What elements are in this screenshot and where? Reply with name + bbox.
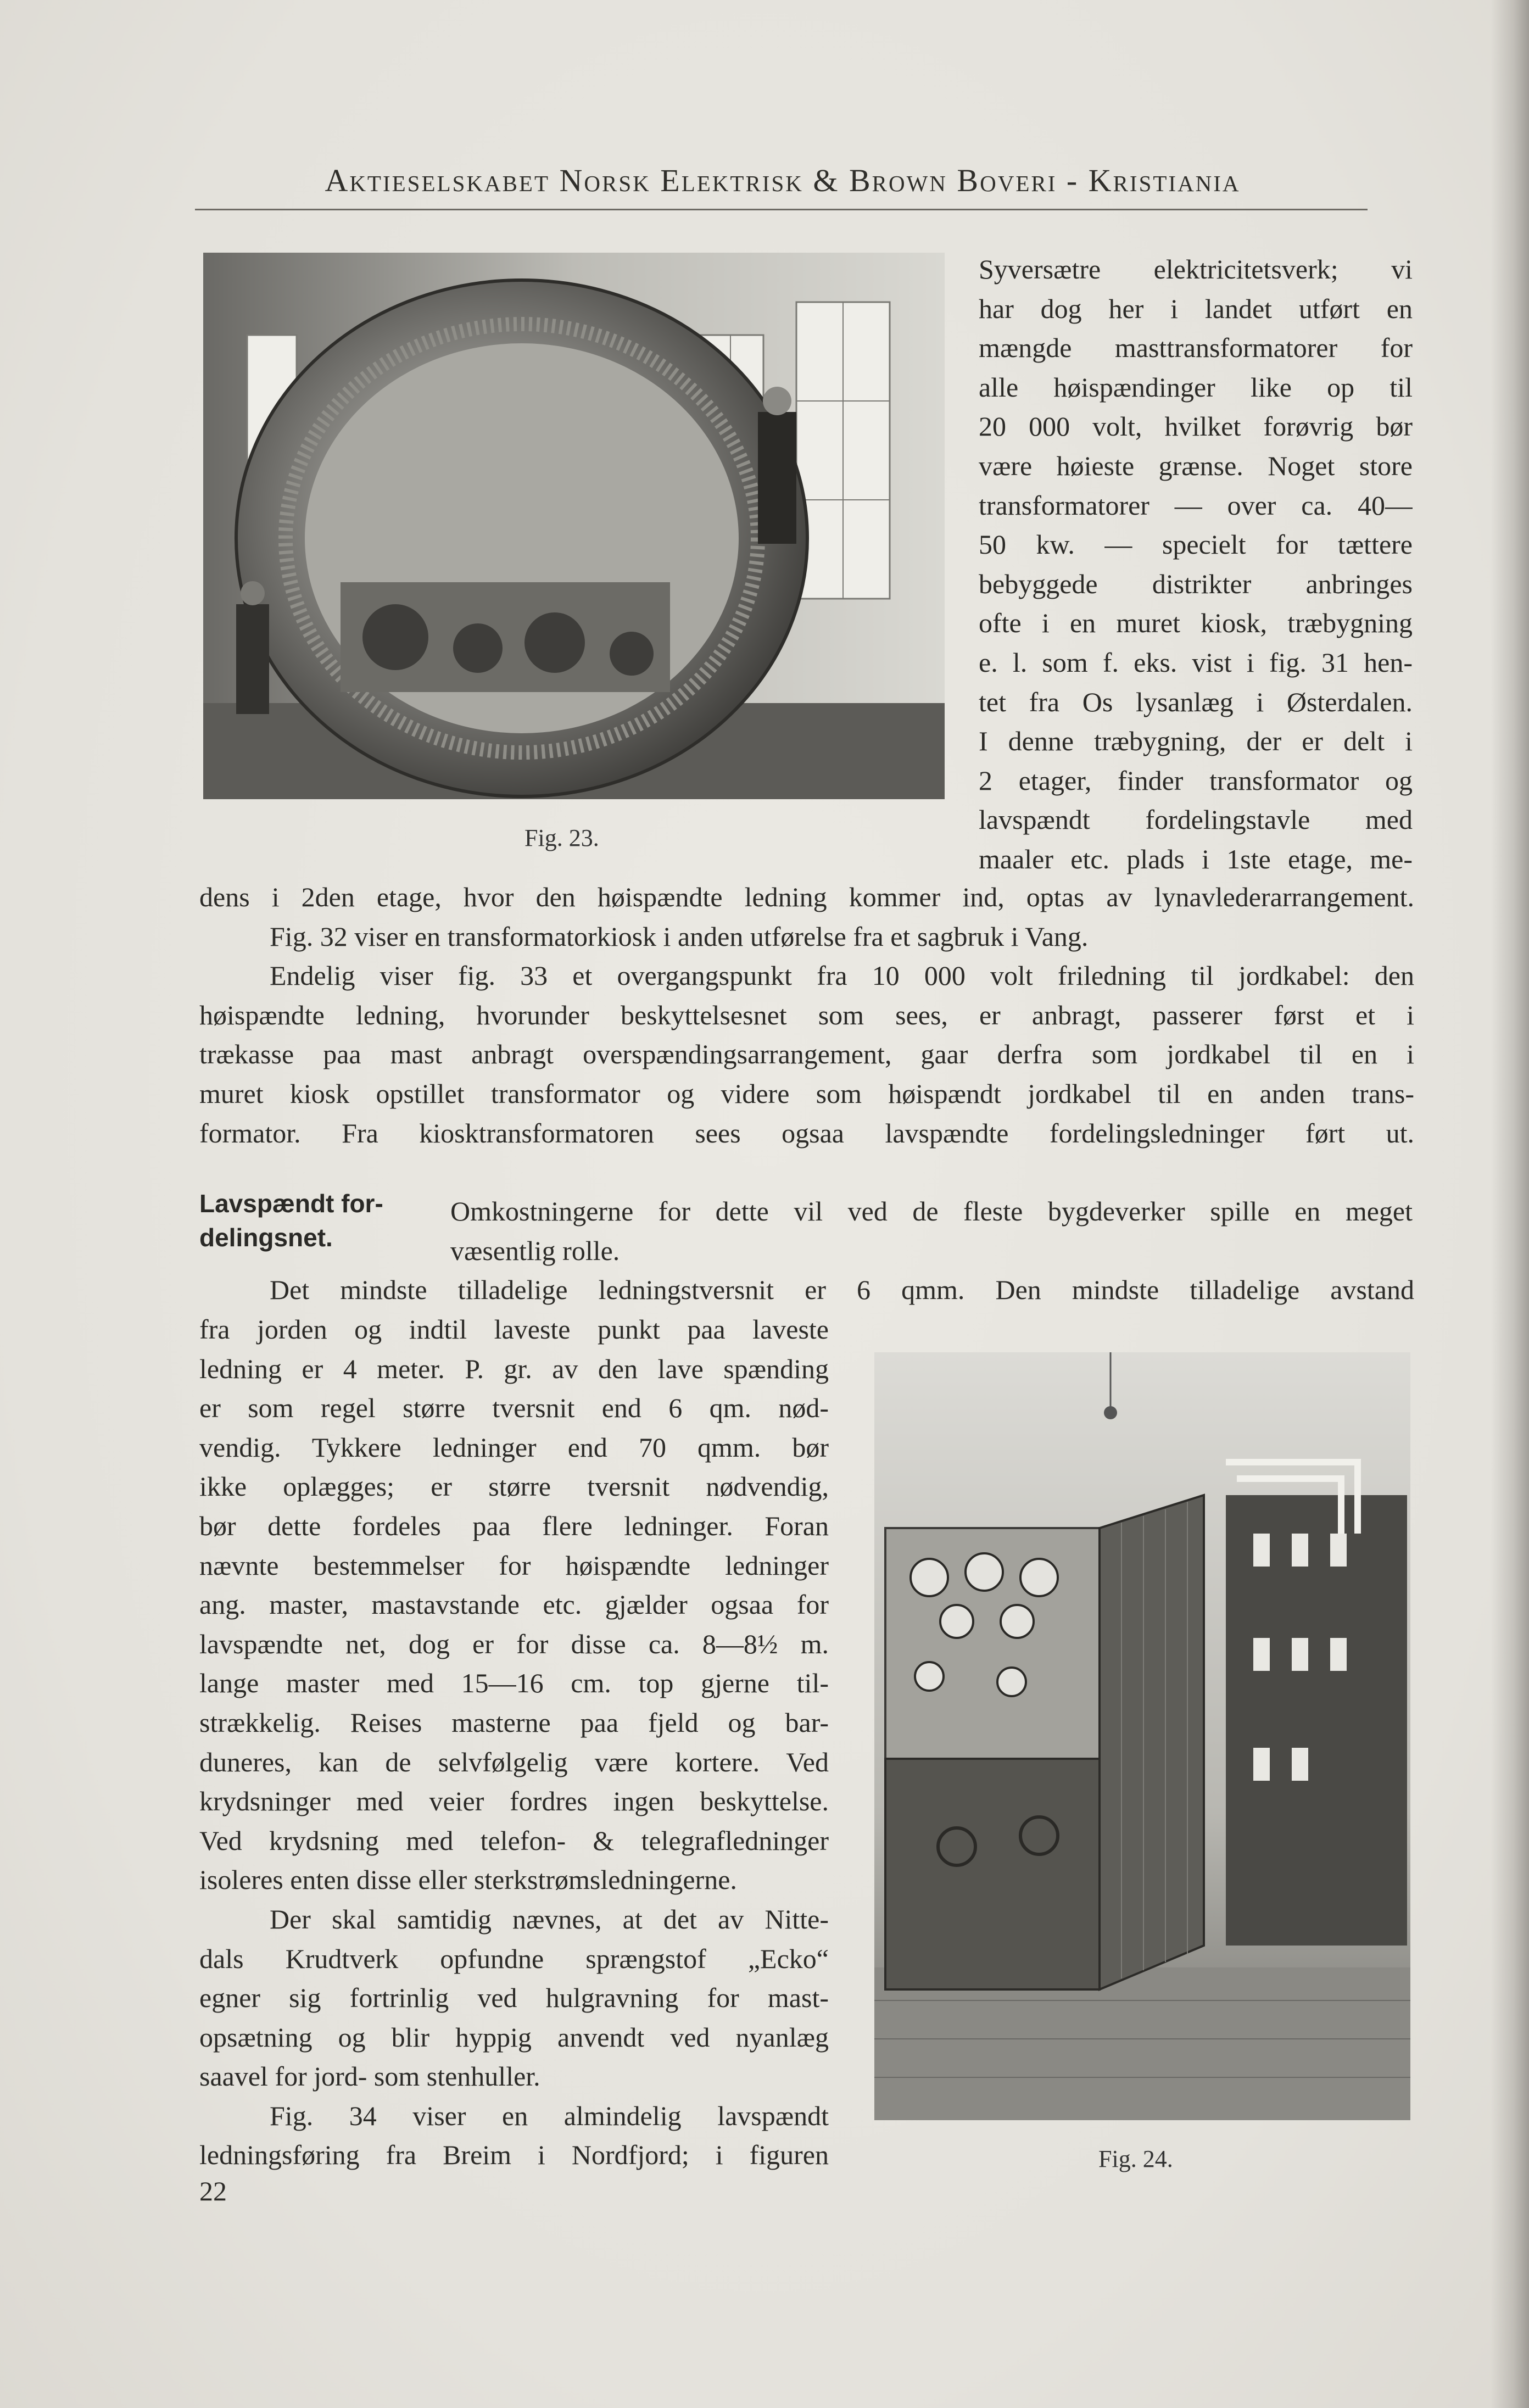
figure-24-caption: Fig. 24. bbox=[1098, 2145, 1173, 2172]
section-heading bbox=[199, 1186, 441, 1255]
text-line: e. l. som f. eks. vist i fig. 31 hen- bbox=[979, 646, 1413, 678]
text-line: Det mindste tilladelige ledningstversnit er 6 qmm. Den mindste tilladelige avstand bbox=[270, 1274, 1414, 1305]
text-line: lavspændt fordelingstavle med bbox=[979, 804, 1413, 835]
text-line: Der skal samtidig nævnes, at det av Nitte- bbox=[270, 1903, 829, 1935]
text-line: lavspændte net, dog er for disse ca. 8—8½ m. bbox=[199, 1628, 829, 1659]
text-line: transformatorer — over ca. 40— bbox=[979, 489, 1413, 521]
text-line: 2 etager, finder transformator og bbox=[979, 765, 1413, 796]
text-line: bør dette fordeles paa flere ledninger. Foran bbox=[199, 1510, 829, 1541]
text-line: isoleres enten disse eller sterkstrømsledningerne. bbox=[199, 1864, 737, 1896]
text-line: tet fra Os lysanlæg i Østerdalen. bbox=[979, 686, 1413, 717]
text-line: Fig. 34 viser en almindelig lavspændt bbox=[270, 2100, 829, 2131]
left-column-text bbox=[199, 1310, 829, 2175]
section-intro bbox=[450, 1192, 1413, 1270]
text-line: høispændte ledning, hvorunder beskyttelsesnet som sees, er anbragt, passerer først et i bbox=[199, 999, 1414, 1030]
text-line: mængde masttransformatorer for bbox=[979, 332, 1413, 364]
text-line: ang. master, mastavstande etc. gjælder ogsaa for bbox=[199, 1589, 829, 1620]
text-line: Syversætre elektricitetsverk; vi bbox=[979, 254, 1413, 285]
text-line: ledningsføring fra Breim i Nordfjord; i figuren bbox=[199, 2139, 829, 2171]
right-column-text bbox=[979, 250, 1413, 879]
text-line: er som regel større tversnit end 6 qm. nød- bbox=[199, 1392, 829, 1424]
text-line: ofte i en muret kiosk, træbygning bbox=[979, 607, 1413, 639]
text-line: saavel for jord- som stenhuller. bbox=[199, 2061, 540, 2092]
text-line: strækkelig. Reises masterne paa fjeld og bar- bbox=[199, 1707, 829, 1738]
text-line: har dog her i landet utført en bbox=[979, 293, 1413, 324]
text-line: opsætning og blir hyppig anvendt ved nyanlæg bbox=[199, 2021, 829, 2053]
text-line: Fig. 32 viser en transformatorkiosk i anden utførelse fra et sagbruk i Vang. bbox=[270, 921, 1089, 952]
text-line: væsentlig rolle. bbox=[450, 1235, 620, 1266]
page-edge-shadow bbox=[1491, 0, 1529, 2408]
text-line: Endelig viser fig. 33 et overgangspunkt fra 10 000 volt friledning til jordkabel: den bbox=[270, 960, 1414, 991]
figure-24-photo bbox=[874, 1352, 1410, 2120]
text-line: Ved krydsning med telefon- & telegrafledninger bbox=[199, 1825, 829, 1856]
text-line: Omkostningerne for dette vil ved de fleste bygdeverker spille en meget bbox=[450, 1196, 1413, 1227]
full-width-line bbox=[199, 1270, 1414, 1310]
text-line: formator. Fra kiosktransformatoren sees ogsaa lavspændte fordelingsledninger ført ut. bbox=[199, 1117, 1414, 1149]
text-line: duneres, kan de selvfølgelig være kortere. Ved bbox=[199, 1746, 829, 1777]
text-line: I denne træbygning, der er delt i bbox=[979, 726, 1413, 757]
figure-23-photo bbox=[203, 253, 945, 799]
full-width-paragraphs bbox=[199, 878, 1414, 1153]
header-rule bbox=[195, 209, 1368, 210]
text-line: ikke oplægges; er større tversnit nødvendig, bbox=[199, 1471, 829, 1502]
text-line: nævnte bestemmelser for høispændte ledninger bbox=[199, 1549, 829, 1581]
text-line: ledning er 4 meter. P. gr. av den lave spænding bbox=[199, 1353, 829, 1384]
text-line: egner sig fortrinlig ved hulgravning for mast- bbox=[199, 1982, 829, 2014]
text-line: trækasse paa mast anbragt overspændingsarrangement, gaar derfra som jordkabel til en i bbox=[199, 1039, 1414, 1070]
text-line: 20 000 volt, hvilket forøvrig bør bbox=[979, 411, 1413, 442]
text-line: bebyggede distrikter anbringes bbox=[979, 568, 1413, 599]
text-line: være høieste grænse. Noget store bbox=[979, 450, 1413, 481]
text-line: alle høispændinger like op til bbox=[979, 371, 1413, 403]
text-line: vendig. Tykkere ledninger end 70 qmm. bør bbox=[199, 1431, 829, 1463]
text-line: fra jorden og indtil laveste punkt paa laveste bbox=[199, 1314, 829, 1345]
running-head: Aktieselskabet Norsk Elektrisk & Brown Boveri - Kristiania bbox=[325, 163, 1241, 198]
text-line: 50 kw. — specielt for tættere bbox=[979, 529, 1413, 560]
text-line: muret kiosk opstillet transformator og videre som høispændt jordkabel til en anden trans- bbox=[199, 1078, 1414, 1109]
page-number: 22 bbox=[199, 2176, 227, 2206]
text-line: lange master med 15—16 cm. top gjerne til- bbox=[199, 1668, 829, 1699]
figure-23-caption: Fig. 23. bbox=[524, 824, 599, 851]
text-line: krydsninger med veier fordres ingen beskyttelse. bbox=[199, 1786, 829, 1817]
text-line: dens i 2den etage, hvor den høispændte ledning kommer ind, optas av lynavlederarrangement. bbox=[199, 882, 1414, 912]
section-heading-line: Lavspændt for- bbox=[199, 1189, 383, 1218]
text-line: dals Krudtverk opfundne sprængstof „Ecko“ bbox=[199, 1943, 829, 1974]
section-heading-line: delingsnet. bbox=[199, 1223, 333, 1252]
text-line: maaler etc. plads i 1ste etage, me- bbox=[979, 843, 1413, 874]
